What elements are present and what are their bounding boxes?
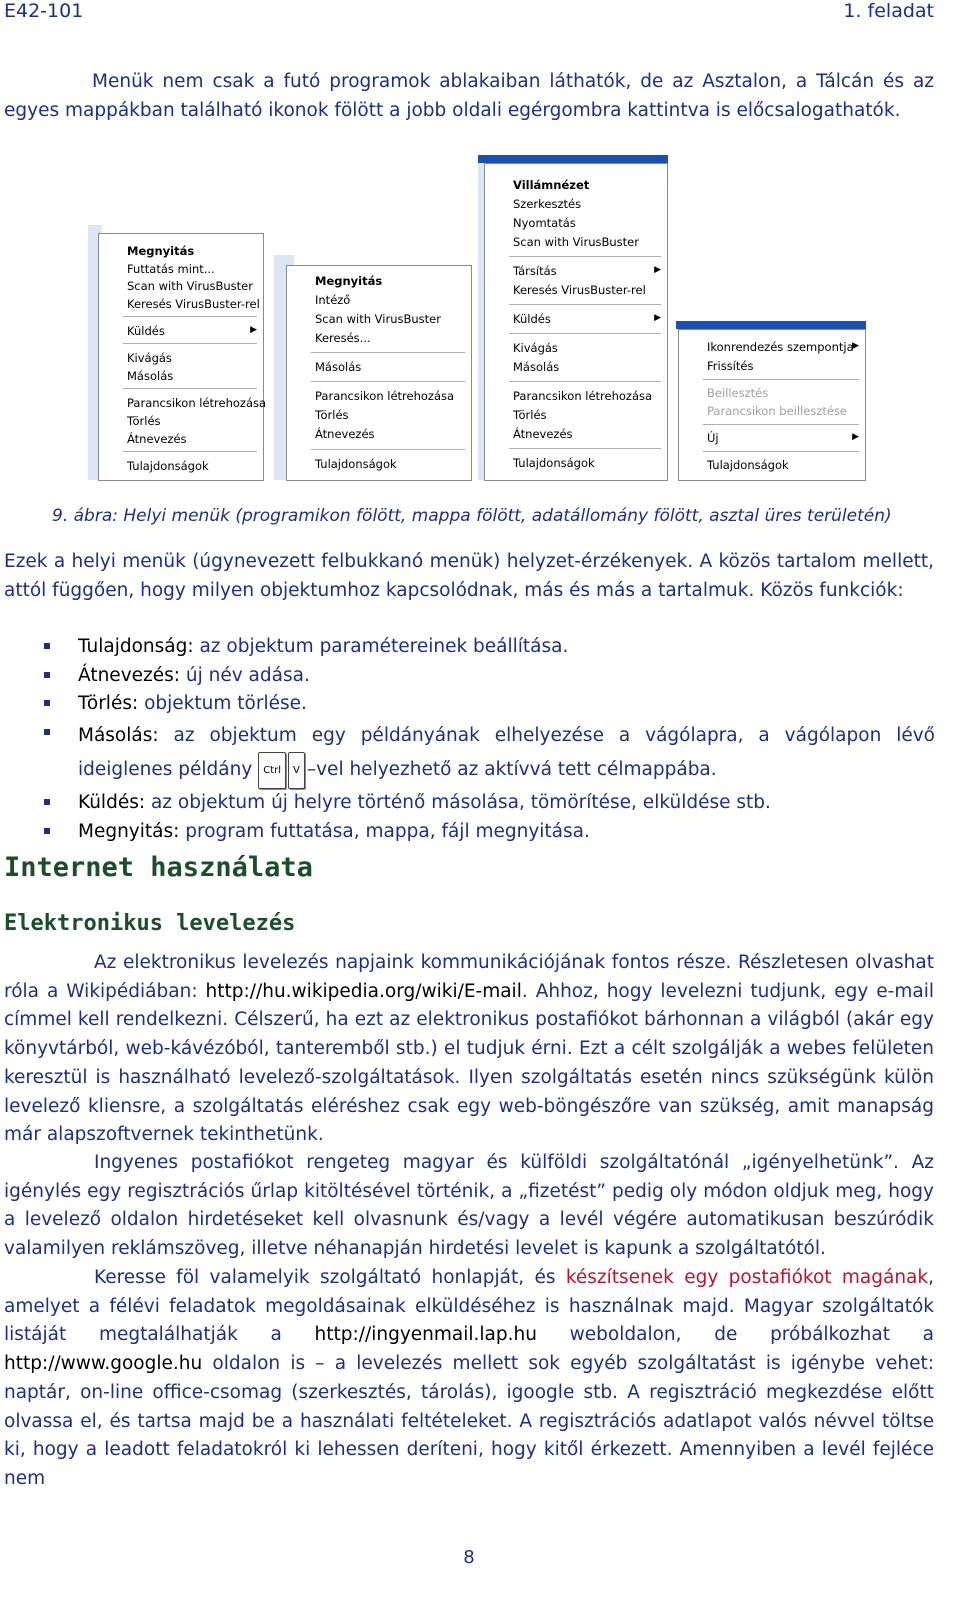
list-item: Törlés: objektum törlése. (0, 690, 935, 719)
menu-item[interactable]: Társítás (513, 264, 557, 278)
menu-item[interactable]: Parancsikon létrehozása (513, 389, 653, 403)
paragraph-task: Keresse föl valamelyik szolgáltató honlapját, és készítsenek egy postafiókot magának, amelyet a félévi feladatok megoldásainak elküldéséhez is használnak majd. Magyar szolgáltatók listáját megtalálhatják a http://ingyenmail.lap.hu weboldalon, de próbálkozhat a http://www.google.hu oldalon is – a levelezés mellett sok egyéb szolgáltatást is igénybe vehet: naptár, on-line office-csomag (szerkesztés, tárolás), igoogle stb. A regisztráció megkezdése előtt olvassa el, és tartsa majd be a használati feltételeket. A regisztrációs adatlapot valós névvel töltse ki, hogy a leadott feladatokról ki lehessen deríteni, hogy kitől érkezett. Amennyiben a levél fejléce nem (4, 1267, 934, 1489)
menu-item[interactable]: Parancsikon létrehozása (315, 389, 455, 403)
menu-item[interactable]: Keresés VirusBuster-rel (127, 297, 260, 311)
submenu-arrow-icon: ▶ (852, 432, 859, 442)
menu-item[interactable]: Nyomtatás (513, 216, 576, 230)
menu-item[interactable]: Frissítés (707, 359, 754, 373)
menu-item[interactable]: Másolás (315, 360, 362, 374)
list-item: Megnyitás: program futtatása, mappa, fájl megnyitása. (0, 818, 935, 847)
menu-item[interactable]: Megnyitás (315, 274, 383, 288)
paragraph-free-mailbox: Ingyenes postafiókot rengeteg magyar és külföldi szolgáltatónál „igényelhetünk”. Az igénylés egy regisztrációs űrlap kitöltésével történik, a „fizetést” pedig oly módon oldjuk meg, hogy a levelező oldalon hirdetéseket kell olvasnunk és/vagy a levél végére automatikusan beszúródik valamilyen reklámszöveg, illetve néhanapján hirdetési levelet is kapunk a szolgáltatótól. (4, 1152, 934, 1260)
submenu-arrow-icon: ▶ (852, 341, 859, 351)
menu-item[interactable]: Tulajdonságok (707, 458, 789, 472)
context-menu-folder (286, 265, 472, 481)
v-key-icon: V (288, 752, 305, 789)
document-code: E42-101 (4, 0, 84, 22)
wikipedia-link[interactable]: http://hu.wikipedia.org/wiki/E-mail (205, 980, 522, 1002)
task-highlight: készítsenek egy postafiókot magának (565, 1267, 929, 1288)
menu-item[interactable]: Kivágás (513, 341, 558, 355)
submenu-arrow-icon: ▶ (250, 325, 257, 335)
ctrl-key-icon: Ctrl (258, 752, 286, 789)
figure-caption: 9. ábra: Helyi menük (programikon fölött, mappa fölött, adatállomány fölött, asztal üres területén) (52, 506, 892, 526)
menu-item[interactable]: Új (707, 431, 719, 445)
context-menu-program (98, 233, 267, 481)
menu-item[interactable]: Tulajdonságok (315, 457, 397, 471)
paragraph-context-menus: Ezek a helyi menük (úgynevezett felbukkanó menük) helyzet-érzékenyek. A közös tartalom mellett, attól függően, hogy milyen objektumhoz kapcsolódnak, más és más a tartalmuk. Közös funkciók: (4, 551, 934, 601)
common-functions-list (0, 633, 935, 847)
menu-item[interactable]: Átnevezés (127, 432, 187, 446)
menu-item: Beillesztés (707, 386, 769, 400)
menu-item[interactable]: Küldés (127, 324, 165, 338)
list-item: Átnevezés: új név adása. (0, 662, 935, 691)
intro-paragraph: Menük nem csak a futó programok ablakaiban láthatók, de az Asztalon, a Tálcán és az egyes mappákban található ikonok fölött a jobb oldali egérgombra kattintva is előcsalogathatók. (4, 71, 934, 121)
menu-item[interactable]: Tulajdonságok (127, 459, 209, 473)
menu-item[interactable]: Törlés (315, 408, 349, 422)
menu-item[interactable]: Másolás (513, 360, 560, 374)
menu-item[interactable]: Ikonrendezés szempontja (707, 340, 854, 354)
menu-item[interactable]: Villámnézet (513, 178, 590, 192)
menu-item[interactable]: Törlés (513, 408, 547, 422)
menu-item[interactable]: Tulajdonságok (513, 456, 595, 470)
paragraph-email-intro: Az elektronikus levelezés napjaink kommunikációjának fontos része. Részletesen olvashat róla a Wikipédiában: http://hu.wikipedia.org/wiki/E-mail. Ahhoz, hogy levelezni tudjunk, egy e-mail címmel kell rendelkezni. Célszerű, ha ezt az elektronikus postafiókot bárhonnan a világból (akár egy könyvtárból, web-kávézóból, tanteremből stb.) el tudjuk érni. Ezt a célt szolgálják a webes felületen keresztül is használható levelező-szolgáltatások. Ilyen szolgáltatás esetén nincs szükségünk külön levelező kliensre, a szolgáltatás eléréshez csak egy web-böngészőre van szükség, amit manapság már alapszoftvernek tekinthetünk. (4, 952, 934, 1146)
submenu-arrow-icon: ▶ (654, 265, 661, 275)
menu-item[interactable]: Keresés... (315, 331, 371, 345)
menu-item[interactable]: Küldés (513, 312, 551, 326)
menu-item: Parancsikon beillesztése (707, 404, 847, 418)
menu-item[interactable]: Törlés (127, 414, 161, 428)
menu-item[interactable]: Átnevezés (513, 427, 573, 441)
google-link[interactable]: http://www.google.hu (4, 1353, 203, 1375)
page-number: 8 (463, 1547, 475, 1568)
subsection-heading: Elektronikus levelezés (4, 911, 296, 936)
menu-item[interactable]: Scan with VirusBuster (513, 235, 639, 249)
list-item: Tulajdonság: az objektum paramétereinek beállítása. (0, 633, 935, 662)
context-menus-figure (88, 155, 868, 480)
menu-item[interactable]: Futtatás mint... (127, 262, 215, 276)
menu-item[interactable]: Scan with VirusBuster (127, 279, 253, 293)
menu-item[interactable]: Scan with VirusBuster (315, 312, 441, 326)
task-label: 1. feladat (843, 0, 934, 22)
context-menu-file (484, 163, 668, 481)
list-item: Küldés: az objektum új helyre történő másolása, tömörítése, elküldése stb. (0, 789, 935, 818)
menu-item[interactable]: Parancsikon létrehozása (127, 396, 267, 410)
menu-item[interactable]: Kivágás (127, 351, 172, 365)
menu-item[interactable]: Keresés VirusBuster-rel (513, 283, 646, 297)
list-item: Másolás: az objektum egy példányának elhelyezése a vágólapra, a vágólapon lévő ideiglenes példány Ctrl V –vel helyezhető az aktívvá tett célmappába. (0, 719, 935, 789)
section-heading: Internet használata (4, 852, 313, 883)
submenu-arrow-icon: ▶ (654, 313, 661, 323)
ingyenmail-link[interactable]: http://ingyenmail.lap.hu (314, 1324, 537, 1346)
menu-item[interactable]: Átnevezés (315, 427, 375, 441)
menu-item[interactable]: Másolás (127, 369, 174, 383)
menu-item[interactable]: Intéző (315, 293, 351, 307)
menu-item[interactable]: Megnyitás (127, 244, 195, 258)
context-menu-desktop (678, 329, 866, 481)
menu-item[interactable]: Szerkesztés (513, 197, 582, 211)
